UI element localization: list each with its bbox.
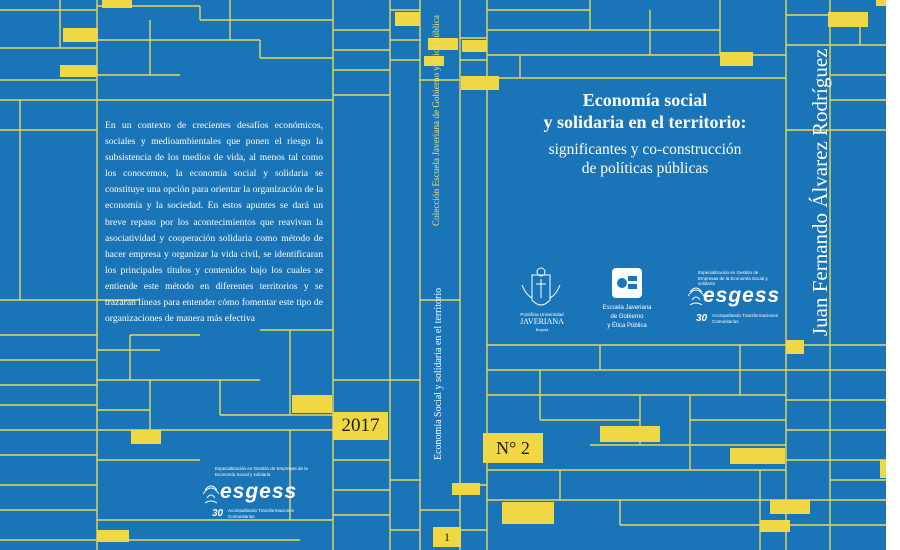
spine-number: 1 (433, 527, 461, 547)
book-subtitle (495, 140, 795, 178)
escuela-line3: y Ética Pública (607, 323, 647, 329)
publication-year: 2017 (333, 412, 388, 440)
escuela-line2: de Gobierno (610, 314, 644, 320)
author-name: Juan Fernando Álvarez Rodríguez (808, 48, 832, 336)
escuela-gobierno-logo-icon (612, 268, 642, 298)
title-line-2: y solidaria en el territorio: (543, 112, 747, 132)
spine-collection: Colección Escuela Javeriana de Gobierno y Ética Pública (431, 15, 441, 226)
back-logo-wordmark: esgess (220, 480, 298, 503)
escuela-line1: Escuela Javeriana (602, 305, 652, 311)
back-logo-caption: Especialización en Gestión de Empresas de la Economía Social y solidaria (215, 466, 308, 477)
front-logo-caption: Especialización en Gestión de Empresas de la Economía Social y solidaria (698, 270, 768, 286)
front-logo-wordmark: esgess (703, 284, 781, 307)
subtitle-line-2: de políticas públicas (581, 160, 709, 177)
spine-title: Economía Social y solidaria en el territorio (433, 287, 444, 460)
front-logo-anniversary: 30 (696, 313, 708, 324)
javeriana-line1: Pontificia Universidad (520, 312, 564, 317)
javeriana-line2: JAVERIANA (520, 317, 564, 326)
title-line-1: Economía social (582, 90, 708, 110)
back-logo-anniversary: 30 (212, 508, 224, 519)
front-logo-tagline: Acompañando Transformaciones Comunitarias (712, 313, 779, 324)
back-cover-blurb: En un contexto de crecientes desafíos económicos, sociales y medioambientales que ponen el riesgo la subsistencia de los medios de vida, al menos tal como los conocemos, la economía social y solidaria se constituye una opción para orientar la organización de la economía y la sociedad. En estos apuntes se dará un breve repaso por los acontecimientos que reavivan la asociatividad y cooperación solidaria como método de hacer empresa y organizar la vida civil, se identificaran los principales títulos y contenidos bajo los cuales se entiende este método en diferentes territorios y se trazaran líneas para entender cómo fomentar este tipo de organizaciones de manera más efectiva (105, 120, 323, 325)
subtitle-line-1: significantes y co-construcción (548, 141, 742, 158)
series-number: N° 2 (483, 433, 543, 463)
book-title (500, 89, 790, 133)
back-logo-tagline: Acompañando Transformaciones Comunitarias (228, 508, 295, 519)
javeriana-line3: Bogotá (535, 327, 549, 332)
